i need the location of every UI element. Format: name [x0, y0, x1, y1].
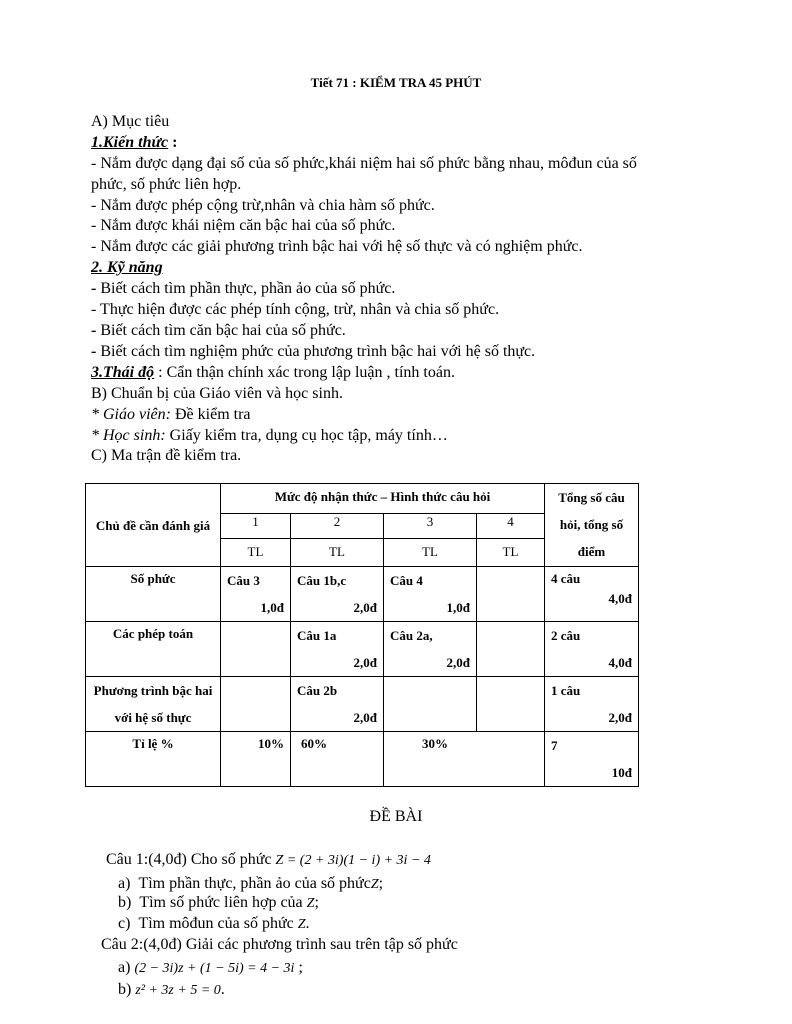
ratio-row [86, 732, 639, 787]
form-4: TL [477, 539, 545, 567]
ratio-2: 60% [291, 732, 384, 787]
table-row [86, 677, 639, 732]
matrix-cell: Câu 4 1,0đ [384, 567, 477, 622]
student-line: * Học sinh: Giấy kiểm tra, dụng cụ học tập, máy tính… [91, 427, 448, 444]
topic-header: Chủ đề cần đánh giá [86, 484, 221, 567]
q1-item-b: b) Tìm số phức liên hợp của Z; [118, 894, 319, 911]
ratio-total: 7 10đ [545, 732, 639, 787]
skills-heading: 2. Kỹ năng [91, 259, 163, 276]
skills-line-1: - Biết cách tìm phần thực, phần ảo của số phức. [91, 280, 396, 297]
knowledge-line-3: - Nắm được phép cộng trừ,nhân và chia hàm số phức. [91, 197, 435, 214]
q2-item-b: b) z² + 3z + 5 = 0. [118, 981, 225, 998]
teacher-line: * Giáo viên: Đề kiểm tra [91, 406, 251, 423]
table-row [86, 567, 639, 622]
matrix-cell: Câu 2a, 2,0đ [384, 622, 477, 677]
matrix-cell: Câu 3 1,0đ [221, 567, 291, 622]
form-3: TL [384, 539, 477, 567]
matrix-cell: Câu 1a 2,0đ [291, 622, 384, 677]
ratio-3: 30% [384, 732, 545, 787]
q2-item-a: a) (2 − 3i)z + (1 − 5i) = 4 − 3i ; [118, 959, 303, 976]
form-1: TL [221, 539, 291, 567]
table-row [86, 622, 639, 677]
attitude-line: 3.Thái độ : Cẩn thận chính xác trong lập luận , tính toán. [91, 364, 455, 381]
level-3: 3 [384, 514, 477, 539]
row-topic: Số phức [86, 567, 221, 622]
skills-line-3: - Biết cách tìm căn bậc hai của số phức. [91, 322, 346, 339]
matrix-cell [477, 567, 545, 622]
q1-item-a: a) Tìm phần thực, phần ảo của số phứcZ; [118, 875, 384, 892]
knowledge-heading-line: 1.Kiến thức : [91, 134, 178, 151]
row-topic: Các phép toán [86, 622, 221, 677]
knowledge-line-1: - Nắm được dạng đại số của số phức,khái niệm hai số phức bằng nhau, môđun của số [91, 155, 637, 172]
assessment-matrix [85, 483, 639, 787]
knowledge-line-2: phức, số phức liên hợp. [91, 176, 242, 193]
section-a-heading: A) Mục tiêu [91, 113, 170, 130]
row-total: 1 câu 2,0đ [545, 677, 639, 732]
skills-line-2: - Thực hiện được các phép tính cộng, trừ, nhân và chia số phức. [91, 301, 500, 318]
skills-line-4: - Biết cách tìm nghiệm phức của phương trình bậc hai với hệ số thực. [91, 343, 536, 360]
section-b-heading: B) Chuẩn bị của Giáo viên và học sinh. [91, 385, 343, 402]
matrix-cell [477, 622, 545, 677]
knowledge-heading: 1.Kiến thức [91, 134, 169, 151]
level-2: 2 [291, 514, 384, 539]
row-total: 2 câu 4,0đ [545, 622, 639, 677]
q1-formula: Z = (2 + 3i)(1 − i) + 3i − 4 [275, 853, 431, 868]
knowledge-line-4: - Nắm được khái niệm căn bậc hai của số phức. [91, 217, 396, 234]
matrix-cell [384, 677, 477, 732]
attitude-heading: 3.Thái độ [91, 364, 155, 381]
section-c-heading: C) Ma trận đề kiểm tra. [91, 447, 242, 464]
matrix-cell [221, 622, 291, 677]
row-topic: Phương trình bậc hai với hệ số thực [86, 677, 221, 732]
knowledge-line-5: - Nắm được các giải phương trình bậc hai với hệ số thực và có nghiệm phức. [91, 238, 583, 255]
level-header: Mức độ nhận thức – Hình thức câu hỏi [221, 484, 545, 514]
matrix-cell: Câu 2b 2,0đ [291, 677, 384, 732]
ratio-1: 10% [221, 732, 291, 787]
row-total: 4 câu 4,0đ [545, 567, 639, 622]
ratio-label: Tỉ lệ % [86, 732, 221, 787]
form-2: TL [291, 539, 384, 567]
question-2: Câu 2:(4,0đ) Giải các phương trình sau trên tập số phức [101, 936, 458, 953]
q1-item-c: c) Tìm môđun của số phức Z. [118, 915, 310, 932]
level-1: 1 [221, 514, 291, 539]
matrix-cell [477, 677, 545, 732]
matrix-cell [221, 677, 291, 732]
total-header: Tổng số câu hỏi, tổng số điểm [545, 484, 639, 567]
exam-heading: ĐỀ BÀI [369, 808, 423, 825]
question-1: Câu 1:(4,0đ) Cho số phức Z = (2 + 3i)(1 − i) + 3i − 4 [106, 851, 431, 868]
page-title: Tiết 71 : KIỂM TRA 45 PHÚT [310, 75, 482, 90]
matrix-cell: Câu 1b,c 2,0đ [291, 567, 384, 622]
level-4: 4 [477, 514, 545, 539]
